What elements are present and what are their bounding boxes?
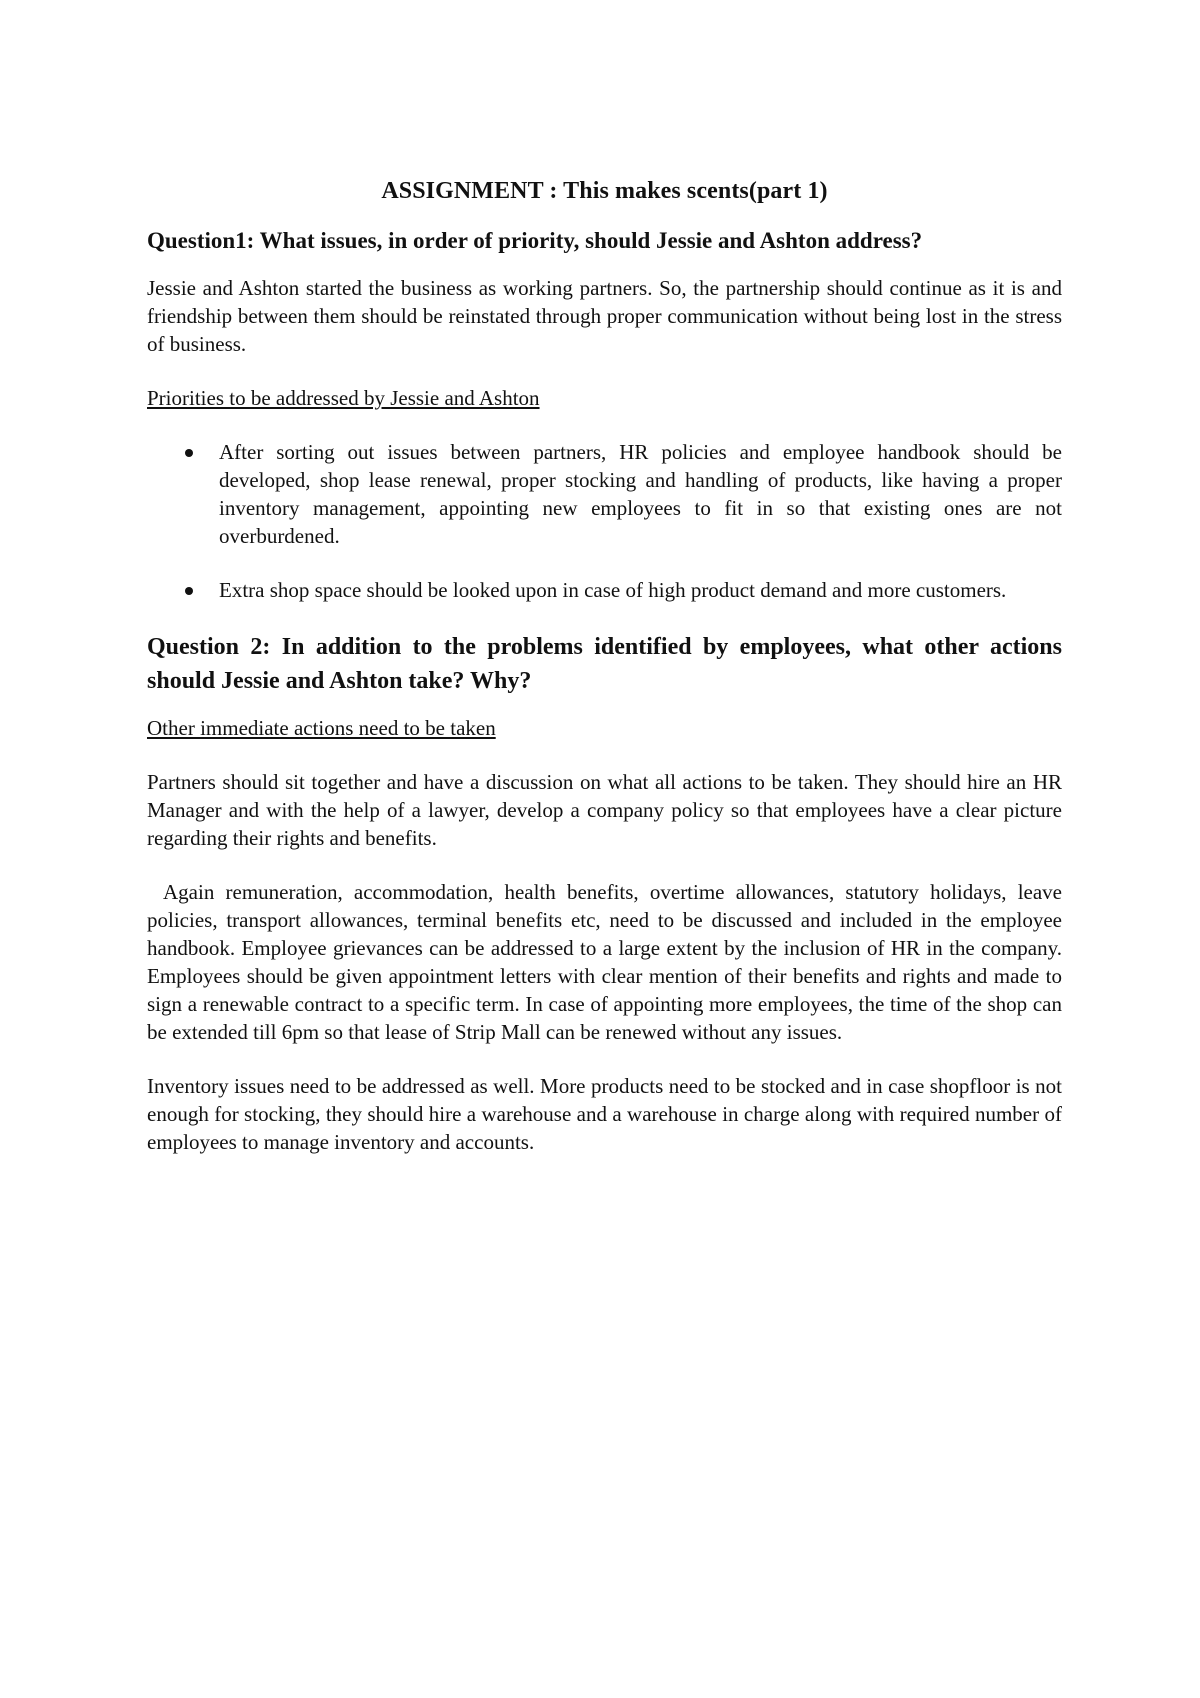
list-item: [147, 438, 1062, 550]
question-1-intro: Jessie and Ashton started the business as working partners. So, the partnership should continue as it is and friendship between them should be reinstated through proper communication without being lost in the stress of business.: [147, 276, 1062, 356]
question-1-subheading: Priorities to be addressed by Jessie and Ashton: [147, 386, 540, 410]
question-2-paragraph-3: Inventory issues need to be addressed as well. More products need to be stocked and in case shopfloor is not enough for stocking, they should hire a warehouse and a warehouse in charge along with required number of employees to manage inventory and accounts.: [147, 1074, 1062, 1154]
document-title: ASSIGNMENT : This makes scents(part 1): [381, 178, 828, 204]
question-2-paragraph-2: Again remuneration, accommodation, health benefits, overtime allowances, statutory holidays, leave policies, transport allowances, terminal benefits etc, need to be discussed and included in the employee handbook. Employee grievances can be addressed to a large extent by the inclusion of HR in the company. Employees should be given appointment letters with clear mention of their benefits and rights and made to sign a renewable contract to a specific term. In case of appointing more employees, the time of the shop can be extended till 6pm so that lease of Strip Mall can be renewed without any issues.: [147, 880, 1062, 1044]
question-2-paragraph-1: Partners should sit together and have a discussion on what all actions to be taken. They should hire an HR Manager and with the help of a lawyer, develop a company policy so that employees have a clear picture regarding their rights and benefits.: [147, 770, 1062, 850]
question-2-heading: Question 2: In addition to the problems identified by employees, what other actions should Jessie and Ashton take? Why?: [147, 634, 1062, 694]
priority-list: [147, 438, 1062, 604]
bullet-icon: [185, 449, 193, 457]
document-body: [147, 174, 1062, 1182]
list-item: [147, 576, 1062, 604]
question-2-subheading: Other immediate actions need to be taken: [147, 716, 496, 740]
list-item-text: Extra shop space should be looked upon in case of high product demand and more customers.: [219, 578, 1007, 602]
list-item-text: After sorting out issues between partners, HR policies and employee handbook should be developed, shop lease renewal, proper stocking and handling of products, like having a proper inventory management, appointing new employees to fit in so that existing ones are not overburdened.: [219, 440, 1062, 548]
bullet-icon: [185, 587, 193, 595]
question-1-heading: Question1: What issues, in order of priority, should Jessie and Ashton address?: [147, 228, 923, 253]
